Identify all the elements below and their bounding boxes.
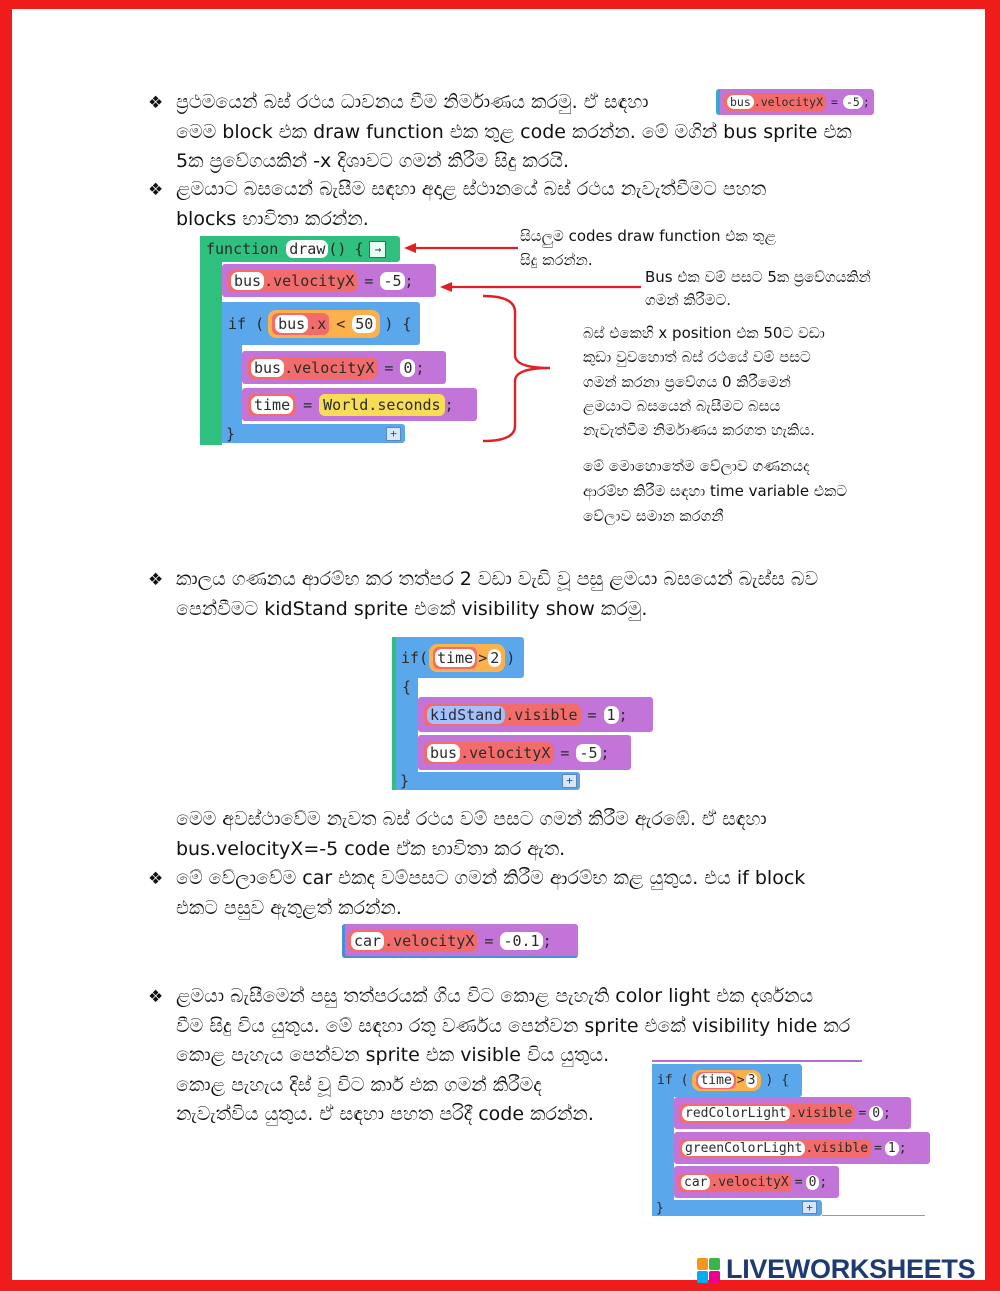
object-socket: redColorLight xyxy=(682,1106,790,1121)
open-paren-text: ( xyxy=(419,648,429,667)
variable-pill xyxy=(348,930,477,952)
add-block-icon: + xyxy=(386,427,401,441)
statement-block xyxy=(242,351,446,384)
value-socket: -5 xyxy=(843,95,863,109)
terminator-text: ; xyxy=(404,271,414,290)
operator-text: = xyxy=(831,95,838,109)
text-line: මේ වේලාවේම car එකද වම්පසට ගමන් කිරීම ආරම්භ කළ යුතුය. එය if block xyxy=(176,867,806,889)
property-text: .visible xyxy=(505,705,578,724)
annotation-line: සියලුම codes draw function එක තුළ xyxy=(520,227,777,245)
open-paren-text: ( xyxy=(255,314,265,333)
open-paren-text: ( xyxy=(680,1073,689,1088)
world-seconds-pill: World.seconds xyxy=(319,394,444,416)
annotation-line: කුඩා වුවහොත් බස් රථයේ වම් පසට xyxy=(583,348,811,367)
annotation-line: සිදු කරන්න. xyxy=(520,250,593,269)
bullet-icon: ❖ xyxy=(148,93,164,113)
operator-text: = xyxy=(364,271,374,290)
terminator-text: ; xyxy=(600,743,610,762)
text-line: ප්‍රථමයෙන් බස් රථය ධාවනය වීම නිර්මාණය කරමු. ඒ සඳහා xyxy=(176,91,649,113)
function-name-socket: draw xyxy=(286,240,328,258)
annotation-line: ගමන් කිරීමට. xyxy=(645,291,732,309)
annotation-line: Bus එක වම් පසට 5ක ප්‍රවේගයකින් xyxy=(645,268,871,286)
block-edge-line xyxy=(822,1215,925,1216)
text-line: නැවැත්විය යුතුය. ඒ සඳහා පහත පරිදී code කරන්න. xyxy=(176,1103,594,1125)
annotation-velocity xyxy=(645,266,945,312)
object-socket: bus xyxy=(251,359,284,377)
property-text: .visible xyxy=(805,1140,869,1156)
function-header xyxy=(200,236,400,262)
variable-pill xyxy=(248,357,377,379)
annotation-stop-bus xyxy=(583,321,883,442)
close-brace-text: } xyxy=(656,1200,664,1216)
if-header xyxy=(222,302,420,345)
variable-pill xyxy=(272,313,329,335)
open-brace-text: { xyxy=(354,240,364,258)
operator-text: = xyxy=(560,743,570,762)
instruction-3 xyxy=(176,565,891,624)
object-socket: bus xyxy=(727,95,754,109)
close-paren-text: ) xyxy=(384,314,394,333)
object-socket: greenColorLight xyxy=(682,1141,805,1156)
terminator-text: ; xyxy=(883,1105,891,1121)
bullet-icon: ❖ xyxy=(148,180,164,200)
bullet-icon: ❖ xyxy=(148,570,164,590)
liveworksheets-logo-icon xyxy=(697,1258,721,1284)
value-socket: -5 xyxy=(380,272,404,290)
operator-text: = xyxy=(858,1105,867,1121)
condition-pill xyxy=(429,644,505,672)
operator-text: = xyxy=(303,395,313,414)
text-line: කාලය ගණනය ආරම්භ කර තත්පර 2 වඩා වැඩි වූ පසු ළමයා බසයෙන් බැස්ස බව xyxy=(176,568,819,590)
operator-text: = xyxy=(384,358,394,377)
property-text: .velocityX xyxy=(460,743,551,762)
value-socket: 1 xyxy=(885,1141,899,1156)
keyword-text: if xyxy=(657,1073,673,1088)
text-line: කොළ පැහැය දිස් වූ විට කාර් එක ගමන් කිරීමද xyxy=(176,1073,542,1096)
keyword-text: if xyxy=(228,314,247,333)
variable-pill xyxy=(228,270,357,292)
operator-text: < xyxy=(336,314,346,333)
variable-pill xyxy=(424,704,581,726)
text-line: ළමයා බැසීමෙන් පසු තත්පරයක් ගිය විට කොළ පැහැති color light එක දර්ශනය xyxy=(176,985,814,1007)
variable-pill xyxy=(433,647,477,669)
instruction-4 xyxy=(176,864,891,923)
text-line: blocks භාවිතා කරන්න. xyxy=(176,207,369,230)
object-socket: time xyxy=(700,1073,732,1088)
if-footer xyxy=(396,772,580,790)
condition-pill xyxy=(692,1070,761,1091)
annotation-line: නැවැත්වීම නිර්මාණය කරගත හැකිය. xyxy=(583,421,815,439)
value-socket: 0 xyxy=(869,1106,883,1121)
variable-pill xyxy=(724,93,826,111)
statement-block xyxy=(418,735,631,770)
variable-pill xyxy=(679,1139,871,1158)
terminator-text: ; xyxy=(542,932,552,950)
property-text: .x xyxy=(308,314,327,333)
open-brace-text: { xyxy=(781,1073,790,1088)
object-socket: time xyxy=(437,648,474,667)
variable-pill xyxy=(679,1104,855,1123)
close-brace-text: } xyxy=(400,772,410,790)
arrow-head-icon xyxy=(404,243,416,253)
outer-block-edge xyxy=(652,1060,862,1062)
car-velocity-code-block xyxy=(342,924,578,958)
property-text: .velocityX xyxy=(710,1174,789,1190)
statement-block xyxy=(242,388,477,421)
object-socket: time xyxy=(251,396,293,414)
object-socket: kidStand xyxy=(427,706,505,724)
property-text: .velocityX xyxy=(753,95,824,109)
statement-block xyxy=(674,1166,839,1198)
value-socket: 2 xyxy=(490,648,500,667)
params-text: () xyxy=(328,240,347,258)
liveworksheets-logo: LIVEWORKSHEETS xyxy=(726,1254,976,1284)
text-line: කොළ පැහැය පෙන්වන sprite එක visible විය යුතුය. xyxy=(176,1044,610,1066)
property-text: .visible xyxy=(789,1105,853,1121)
terminator-text: ; xyxy=(415,358,425,377)
text-line: මෙම අවස්ථාවේම නැවත බස් රථය වම් පසට ගමන් කිරීම ඇරඹේ. ඒ සඳහා xyxy=(176,808,767,830)
value-socket: 1 xyxy=(604,706,619,724)
close-brace-text: } xyxy=(226,424,236,443)
property-text: .velocityX xyxy=(284,358,375,377)
operator-text: = xyxy=(874,1140,882,1156)
note-paragraph xyxy=(176,805,891,864)
statement-block xyxy=(418,697,653,732)
terminator-text: ; xyxy=(444,395,454,414)
text-line: ළමයාට බසයෙන් බැසීම සඳහා අදාළ ස්ථානයේ බස් රථය නැවැත්වීමට පහත xyxy=(176,178,767,200)
variable-pill xyxy=(696,1072,735,1089)
add-block-icon: + xyxy=(802,1201,817,1214)
text-line: වීම සිදු විය යුතුය. මේ සඳහා රතු වර්ණය පෙන්වන sprite එකේ visibility hide කර xyxy=(176,1014,851,1037)
annotation-line: ගමන් කරනා ප්‍රවේගය 0 කිරීමෙන් xyxy=(583,372,791,391)
terminator-text: ; xyxy=(862,95,870,109)
annotation-draw-function xyxy=(520,225,820,272)
value-socket: 3 xyxy=(747,1073,756,1088)
object-socket: bus xyxy=(275,315,308,333)
operator-text: > xyxy=(736,1073,745,1088)
terminator-text: ; xyxy=(618,705,628,724)
if-header xyxy=(396,637,524,678)
object-socket: car xyxy=(351,932,384,950)
annotation-line: වේලාව සමාන කරගනී xyxy=(583,507,724,525)
object-socket: bus xyxy=(427,744,460,762)
add-block-icon: + xyxy=(562,774,577,788)
terminator-text: ; xyxy=(898,1140,907,1156)
value-socket: 0 xyxy=(400,359,415,377)
text-line: පෙන්වීමට kidStand sprite එකේ visibility show කරමු. xyxy=(176,597,648,620)
if-footer xyxy=(652,1200,822,1216)
bullet-icon: ❖ xyxy=(148,987,164,1007)
text-line: bus.velocityX=-5 code ඒක භාවිතා කර ඇත. xyxy=(176,837,566,860)
object-socket: bus xyxy=(231,272,264,290)
annotation-brace xyxy=(478,290,558,448)
keyword-text: if xyxy=(401,648,420,667)
value-socket: -0.1 xyxy=(500,932,542,950)
value-socket: -5 xyxy=(576,744,600,762)
if-header xyxy=(652,1064,802,1097)
operator-text: > xyxy=(478,648,488,667)
variable-pill xyxy=(678,1173,792,1192)
text-line: එකට පසුව ඇතුළත් කරන්න. xyxy=(176,896,402,919)
open-brace-text: { xyxy=(402,314,412,333)
operator-text: = xyxy=(484,932,494,950)
annotation-line: ආරම්භ කිරීම සඳහා time variable එකට xyxy=(583,482,848,500)
close-paren-text: ) xyxy=(506,648,516,667)
inline-velocity-code-block xyxy=(716,89,874,115)
value-socket: 50 xyxy=(352,315,376,333)
keyword-text: function xyxy=(206,240,279,258)
annotation-line: මේ මොහොතේම වේලාව ගණනයද xyxy=(583,457,810,475)
condition-pill xyxy=(268,310,380,338)
variable-pill xyxy=(248,394,296,416)
bullet-icon: ❖ xyxy=(148,869,164,889)
terminator-text: ; xyxy=(819,1174,828,1190)
text-line: මෙම block එක draw function එක තුළ code කරන්න. මේ මගින් bus sprite එක xyxy=(176,120,852,143)
curly-brace-icon xyxy=(483,296,550,441)
arrow-head-icon xyxy=(440,282,452,292)
variable-pill xyxy=(424,742,553,764)
function-left-bar xyxy=(200,236,222,445)
if-footer xyxy=(222,424,405,443)
annotation-time-variable xyxy=(583,454,903,529)
text-line: 5ක ප්‍රවේගයකින් -x දිශාවට ගමන් කිරීම සිදු කරයි. xyxy=(176,150,569,172)
operator-text: = xyxy=(587,705,597,724)
value-socket: 0 xyxy=(806,1175,820,1190)
annotation-line: බස් එකෙහි x position එක 50ට වඩා xyxy=(583,324,825,342)
arrow-icon: → xyxy=(369,241,386,258)
property-text: .velocityX xyxy=(264,271,355,290)
object-socket: car xyxy=(681,1175,710,1190)
close-paren-text: ) xyxy=(765,1073,774,1088)
operator-text: = xyxy=(794,1174,803,1190)
property-text: .velocityX xyxy=(384,932,475,950)
statement-block xyxy=(674,1097,911,1129)
open-brace-text: { xyxy=(402,678,412,696)
annotation-line: ළමයාට බසයෙන් බැසීමට බසය xyxy=(583,396,781,415)
statement-block xyxy=(674,1132,930,1164)
